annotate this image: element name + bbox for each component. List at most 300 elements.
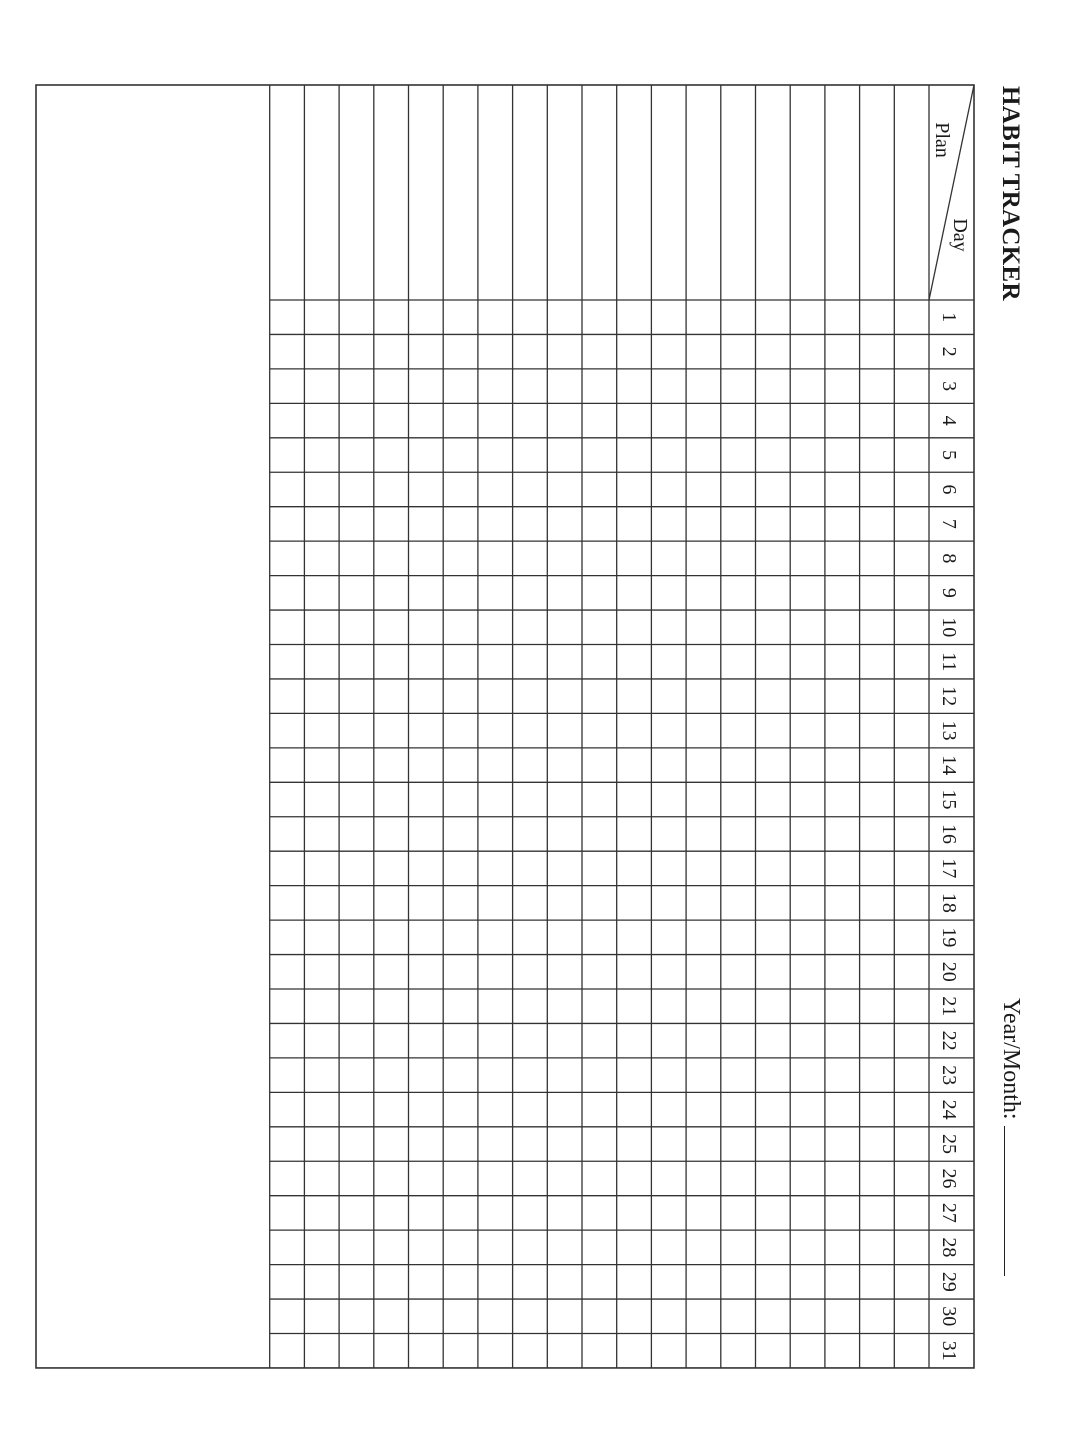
habit-day-cell[interactable] bbox=[479, 714, 512, 746]
habit-day-cell[interactable] bbox=[861, 473, 894, 505]
habit-day-cell[interactable] bbox=[340, 473, 373, 505]
habit-day-cell[interactable] bbox=[271, 1024, 304, 1056]
habit-day-cell[interactable] bbox=[340, 404, 373, 436]
habit-day-cell[interactable] bbox=[895, 1197, 928, 1229]
habit-day-cell[interactable] bbox=[479, 887, 512, 919]
habit-day-cell[interactable] bbox=[652, 473, 685, 505]
habit-day-cell[interactable] bbox=[722, 1300, 755, 1332]
habit-day-cell[interactable] bbox=[479, 818, 512, 850]
habit-day-cell[interactable] bbox=[305, 680, 338, 712]
habit-day-cell[interactable] bbox=[548, 783, 581, 815]
habit-day-cell[interactable] bbox=[410, 1231, 443, 1263]
habit-day-cell[interactable] bbox=[652, 370, 685, 402]
habit-day-cell[interactable] bbox=[375, 1335, 408, 1367]
habit-name-cell[interactable] bbox=[514, 86, 547, 299]
habit-day-cell[interactable] bbox=[271, 1300, 304, 1332]
habit-day-cell[interactable] bbox=[791, 301, 824, 333]
habit-day-cell[interactable] bbox=[895, 439, 928, 471]
habit-day-cell[interactable] bbox=[652, 1266, 685, 1298]
habit-day-cell[interactable] bbox=[826, 646, 859, 678]
habit-day-cell[interactable] bbox=[410, 542, 443, 574]
habit-day-cell[interactable] bbox=[583, 1266, 616, 1298]
habit-day-cell[interactable] bbox=[271, 749, 304, 781]
habit-day-cell[interactable] bbox=[514, 301, 547, 333]
habit-day-cell[interactable] bbox=[479, 956, 512, 988]
habit-day-cell[interactable] bbox=[514, 508, 547, 540]
habit-day-cell[interactable] bbox=[444, 542, 477, 574]
habit-name-cell[interactable] bbox=[375, 86, 408, 299]
habit-day-cell[interactable] bbox=[375, 783, 408, 815]
habit-day-cell[interactable] bbox=[652, 611, 685, 643]
habit-name-cell[interactable] bbox=[652, 86, 685, 299]
habit-day-cell[interactable] bbox=[618, 646, 651, 678]
habit-day-cell[interactable] bbox=[305, 1335, 338, 1367]
habit-day-cell[interactable] bbox=[757, 1197, 790, 1229]
habit-day-cell[interactable] bbox=[791, 1024, 824, 1056]
habit-day-cell[interactable] bbox=[618, 577, 651, 609]
habit-day-cell[interactable] bbox=[895, 990, 928, 1022]
habit-day-cell[interactable] bbox=[757, 1300, 790, 1332]
habit-day-cell[interactable] bbox=[479, 611, 512, 643]
habit-day-cell[interactable] bbox=[479, 1162, 512, 1194]
habit-day-cell[interactable] bbox=[826, 956, 859, 988]
habit-day-cell[interactable] bbox=[722, 646, 755, 678]
habit-day-cell[interactable] bbox=[826, 887, 859, 919]
habit-day-cell[interactable] bbox=[722, 1093, 755, 1125]
habit-day-cell[interactable] bbox=[652, 508, 685, 540]
habit-day-cell[interactable] bbox=[687, 1059, 720, 1091]
habit-day-cell[interactable] bbox=[583, 990, 616, 1022]
habit-day-cell[interactable] bbox=[305, 1128, 338, 1160]
habit-day-cell[interactable] bbox=[757, 1128, 790, 1160]
habit-day-cell[interactable] bbox=[548, 1093, 581, 1125]
habit-day-cell[interactable] bbox=[548, 852, 581, 884]
habit-day-cell[interactable] bbox=[444, 680, 477, 712]
habit-day-cell[interactable] bbox=[479, 646, 512, 678]
habit-day-cell[interactable] bbox=[791, 1266, 824, 1298]
habit-name-cell[interactable] bbox=[618, 86, 651, 299]
habit-day-cell[interactable] bbox=[548, 1300, 581, 1332]
habit-day-cell[interactable] bbox=[514, 1059, 547, 1091]
habit-day-cell[interactable] bbox=[410, 749, 443, 781]
habit-day-cell[interactable] bbox=[618, 749, 651, 781]
habit-day-cell[interactable] bbox=[548, 921, 581, 953]
habit-day-cell[interactable] bbox=[895, 542, 928, 574]
habit-day-cell[interactable] bbox=[340, 611, 373, 643]
habit-day-cell[interactable] bbox=[305, 370, 338, 402]
habit-name-cell[interactable] bbox=[757, 86, 790, 299]
habit-day-cell[interactable] bbox=[722, 508, 755, 540]
habit-day-cell[interactable] bbox=[583, 646, 616, 678]
habit-day-cell[interactable] bbox=[340, 646, 373, 678]
habit-day-cell[interactable] bbox=[305, 1024, 338, 1056]
habit-day-cell[interactable] bbox=[791, 577, 824, 609]
habit-day-cell[interactable] bbox=[687, 542, 720, 574]
habit-day-cell[interactable] bbox=[340, 542, 373, 574]
habit-day-cell[interactable] bbox=[722, 577, 755, 609]
habit-day-cell[interactable] bbox=[583, 335, 616, 367]
habit-day-cell[interactable] bbox=[791, 1093, 824, 1125]
habit-day-cell[interactable] bbox=[826, 1266, 859, 1298]
habit-day-cell[interactable] bbox=[548, 1197, 581, 1229]
habit-day-cell[interactable] bbox=[444, 1266, 477, 1298]
habit-day-cell[interactable] bbox=[444, 577, 477, 609]
habit-day-cell[interactable] bbox=[548, 1266, 581, 1298]
habit-day-cell[interactable] bbox=[410, 680, 443, 712]
habit-day-cell[interactable] bbox=[826, 611, 859, 643]
habit-day-cell[interactable] bbox=[410, 887, 443, 919]
habit-day-cell[interactable] bbox=[618, 404, 651, 436]
habit-day-cell[interactable] bbox=[444, 646, 477, 678]
habit-day-cell[interactable] bbox=[340, 818, 373, 850]
habit-day-cell[interactable] bbox=[479, 1093, 512, 1125]
habit-day-cell[interactable] bbox=[375, 852, 408, 884]
habit-day-cell[interactable] bbox=[305, 714, 338, 746]
habit-day-cell[interactable] bbox=[826, 749, 859, 781]
habit-day-cell[interactable] bbox=[826, 1197, 859, 1229]
habit-day-cell[interactable] bbox=[618, 473, 651, 505]
habit-day-cell[interactable] bbox=[687, 990, 720, 1022]
habit-day-cell[interactable] bbox=[271, 370, 304, 402]
habit-day-cell[interactable] bbox=[444, 818, 477, 850]
habit-day-cell[interactable] bbox=[687, 1162, 720, 1194]
habit-day-cell[interactable] bbox=[791, 1059, 824, 1091]
habit-name-cell[interactable] bbox=[548, 86, 581, 299]
habit-day-cell[interactable] bbox=[410, 921, 443, 953]
habit-day-cell[interactable] bbox=[757, 1024, 790, 1056]
habit-day-cell[interactable] bbox=[514, 370, 547, 402]
habit-day-cell[interactable] bbox=[791, 439, 824, 471]
habit-day-cell[interactable] bbox=[861, 404, 894, 436]
habit-name-cell[interactable] bbox=[271, 86, 304, 299]
habit-day-cell[interactable] bbox=[305, 611, 338, 643]
habit-day-cell[interactable] bbox=[791, 370, 824, 402]
habit-day-cell[interactable] bbox=[791, 1300, 824, 1332]
habit-day-cell[interactable] bbox=[757, 887, 790, 919]
habit-day-cell[interactable] bbox=[618, 439, 651, 471]
habit-day-cell[interactable] bbox=[548, 956, 581, 988]
habit-day-cell[interactable] bbox=[305, 1197, 338, 1229]
habit-day-cell[interactable] bbox=[722, 1128, 755, 1160]
habit-day-cell[interactable] bbox=[791, 542, 824, 574]
habit-day-cell[interactable] bbox=[444, 1335, 477, 1367]
habit-day-cell[interactable] bbox=[583, 749, 616, 781]
habit-day-cell[interactable] bbox=[444, 1093, 477, 1125]
habit-day-cell[interactable] bbox=[895, 577, 928, 609]
habit-day-cell[interactable] bbox=[895, 1162, 928, 1194]
habit-day-cell[interactable] bbox=[791, 714, 824, 746]
habit-day-cell[interactable] bbox=[340, 749, 373, 781]
habit-day-cell[interactable] bbox=[652, 646, 685, 678]
habit-day-cell[interactable] bbox=[548, 646, 581, 678]
habit-day-cell[interactable] bbox=[583, 956, 616, 988]
habit-day-cell[interactable] bbox=[479, 1059, 512, 1091]
habit-day-cell[interactable] bbox=[652, 1162, 685, 1194]
habit-day-cell[interactable] bbox=[444, 714, 477, 746]
habit-day-cell[interactable] bbox=[305, 887, 338, 919]
habit-day-cell[interactable] bbox=[340, 577, 373, 609]
habit-day-cell[interactable] bbox=[757, 1059, 790, 1091]
habit-day-cell[interactable] bbox=[618, 783, 651, 815]
habit-day-cell[interactable] bbox=[722, 818, 755, 850]
habit-day-cell[interactable] bbox=[444, 370, 477, 402]
habit-day-cell[interactable] bbox=[375, 1197, 408, 1229]
habit-day-cell[interactable] bbox=[826, 508, 859, 540]
habit-day-cell[interactable] bbox=[826, 714, 859, 746]
habit-day-cell[interactable] bbox=[826, 680, 859, 712]
habit-day-cell[interactable] bbox=[583, 1300, 616, 1332]
habit-day-cell[interactable] bbox=[757, 749, 790, 781]
habit-day-cell[interactable] bbox=[548, 577, 581, 609]
habit-day-cell[interactable] bbox=[479, 1300, 512, 1332]
habit-day-cell[interactable] bbox=[722, 439, 755, 471]
habit-day-cell[interactable] bbox=[618, 301, 651, 333]
habit-day-cell[interactable] bbox=[548, 1231, 581, 1263]
habit-day-cell[interactable] bbox=[340, 1335, 373, 1367]
habit-day-cell[interactable] bbox=[583, 370, 616, 402]
habit-day-cell[interactable] bbox=[548, 749, 581, 781]
habit-day-cell[interactable] bbox=[514, 473, 547, 505]
habit-day-cell[interactable] bbox=[791, 508, 824, 540]
habit-day-cell[interactable] bbox=[583, 1093, 616, 1125]
habit-day-cell[interactable] bbox=[514, 1197, 547, 1229]
habit-name-cell[interactable] bbox=[791, 86, 824, 299]
habit-day-cell[interactable] bbox=[861, 680, 894, 712]
habit-day-cell[interactable] bbox=[687, 611, 720, 643]
habit-day-cell[interactable] bbox=[687, 1300, 720, 1332]
habit-day-cell[interactable] bbox=[479, 370, 512, 402]
habit-day-cell[interactable] bbox=[305, 439, 338, 471]
habit-day-cell[interactable] bbox=[375, 1266, 408, 1298]
habit-day-cell[interactable] bbox=[722, 473, 755, 505]
habit-day-cell[interactable] bbox=[791, 473, 824, 505]
habit-day-cell[interactable] bbox=[444, 611, 477, 643]
habit-day-cell[interactable] bbox=[444, 301, 477, 333]
habit-day-cell[interactable] bbox=[652, 542, 685, 574]
habit-day-cell[interactable] bbox=[652, 887, 685, 919]
habit-day-cell[interactable] bbox=[757, 1231, 790, 1263]
habit-day-cell[interactable] bbox=[340, 783, 373, 815]
habit-day-cell[interactable] bbox=[514, 921, 547, 953]
habit-day-cell[interactable] bbox=[410, 1300, 443, 1332]
habit-day-cell[interactable] bbox=[514, 887, 547, 919]
habit-day-cell[interactable] bbox=[583, 921, 616, 953]
habit-day-cell[interactable] bbox=[410, 439, 443, 471]
habit-day-cell[interactable] bbox=[687, 577, 720, 609]
habit-name-cell[interactable] bbox=[861, 86, 894, 299]
habit-day-cell[interactable] bbox=[305, 577, 338, 609]
habit-day-cell[interactable] bbox=[895, 921, 928, 953]
habit-day-cell[interactable] bbox=[826, 921, 859, 953]
habit-day-cell[interactable] bbox=[618, 1024, 651, 1056]
habit-day-cell[interactable] bbox=[861, 370, 894, 402]
habit-day-cell[interactable] bbox=[757, 473, 790, 505]
habit-day-cell[interactable] bbox=[583, 1128, 616, 1160]
habit-day-cell[interactable] bbox=[479, 783, 512, 815]
habit-day-cell[interactable] bbox=[687, 370, 720, 402]
habit-day-cell[interactable] bbox=[722, 1266, 755, 1298]
habit-day-cell[interactable] bbox=[652, 404, 685, 436]
habit-day-cell[interactable] bbox=[618, 818, 651, 850]
habit-day-cell[interactable] bbox=[895, 1093, 928, 1125]
habit-day-cell[interactable] bbox=[722, 887, 755, 919]
habit-day-cell[interactable] bbox=[271, 956, 304, 988]
habit-day-cell[interactable] bbox=[757, 1093, 790, 1125]
habit-day-cell[interactable] bbox=[514, 611, 547, 643]
habit-day-cell[interactable] bbox=[861, 1197, 894, 1229]
habit-day-cell[interactable] bbox=[410, 1024, 443, 1056]
habit-day-cell[interactable] bbox=[687, 680, 720, 712]
habit-day-cell[interactable] bbox=[305, 646, 338, 678]
habit-day-cell[interactable] bbox=[410, 990, 443, 1022]
habit-day-cell[interactable] bbox=[652, 714, 685, 746]
habit-day-cell[interactable] bbox=[410, 301, 443, 333]
habit-day-cell[interactable] bbox=[861, 749, 894, 781]
habit-day-cell[interactable] bbox=[791, 1197, 824, 1229]
habit-day-cell[interactable] bbox=[583, 1231, 616, 1263]
habit-day-cell[interactable] bbox=[757, 404, 790, 436]
habit-day-cell[interactable] bbox=[410, 473, 443, 505]
habit-day-cell[interactable] bbox=[895, 646, 928, 678]
habit-day-cell[interactable] bbox=[583, 577, 616, 609]
habit-day-cell[interactable] bbox=[479, 1024, 512, 1056]
habit-day-cell[interactable] bbox=[340, 508, 373, 540]
habit-name-cell[interactable] bbox=[583, 86, 616, 299]
habit-day-cell[interactable] bbox=[757, 990, 790, 1022]
habit-day-cell[interactable] bbox=[514, 335, 547, 367]
habit-day-cell[interactable] bbox=[375, 1024, 408, 1056]
habit-day-cell[interactable] bbox=[826, 542, 859, 574]
habit-day-cell[interactable] bbox=[479, 852, 512, 884]
habit-day-cell[interactable] bbox=[652, 439, 685, 471]
habit-day-cell[interactable] bbox=[548, 818, 581, 850]
habit-day-cell[interactable] bbox=[861, 714, 894, 746]
habit-day-cell[interactable] bbox=[548, 404, 581, 436]
habit-day-cell[interactable] bbox=[722, 1059, 755, 1091]
habit-day-cell[interactable] bbox=[444, 1024, 477, 1056]
habit-day-cell[interactable] bbox=[305, 852, 338, 884]
habit-day-cell[interactable] bbox=[895, 611, 928, 643]
habit-day-cell[interactable] bbox=[305, 404, 338, 436]
habit-day-cell[interactable] bbox=[548, 508, 581, 540]
habit-day-cell[interactable] bbox=[548, 439, 581, 471]
habit-day-cell[interactable] bbox=[895, 335, 928, 367]
habit-day-cell[interactable] bbox=[652, 921, 685, 953]
habit-day-cell[interactable] bbox=[722, 335, 755, 367]
habit-day-cell[interactable] bbox=[410, 404, 443, 436]
habit-day-cell[interactable] bbox=[305, 1162, 338, 1194]
habit-day-cell[interactable] bbox=[861, 1300, 894, 1332]
habit-day-cell[interactable] bbox=[444, 749, 477, 781]
habit-day-cell[interactable] bbox=[375, 370, 408, 402]
habit-day-cell[interactable] bbox=[861, 439, 894, 471]
habit-day-cell[interactable] bbox=[583, 508, 616, 540]
habit-day-cell[interactable] bbox=[444, 990, 477, 1022]
habit-day-cell[interactable] bbox=[722, 404, 755, 436]
habit-day-cell[interactable] bbox=[652, 749, 685, 781]
habit-day-cell[interactable] bbox=[652, 1197, 685, 1229]
habit-day-cell[interactable] bbox=[479, 301, 512, 333]
habit-day-cell[interactable] bbox=[652, 1059, 685, 1091]
habit-day-cell[interactable] bbox=[548, 887, 581, 919]
habit-day-cell[interactable] bbox=[375, 714, 408, 746]
habit-day-cell[interactable] bbox=[895, 404, 928, 436]
habit-day-cell[interactable] bbox=[305, 990, 338, 1022]
habit-day-cell[interactable] bbox=[722, 852, 755, 884]
habit-day-cell[interactable] bbox=[895, 680, 928, 712]
habit-day-cell[interactable] bbox=[618, 990, 651, 1022]
habit-day-cell[interactable] bbox=[340, 1231, 373, 1263]
habit-day-cell[interactable] bbox=[583, 714, 616, 746]
habit-day-cell[interactable] bbox=[861, 508, 894, 540]
habit-day-cell[interactable] bbox=[375, 1231, 408, 1263]
habit-day-cell[interactable] bbox=[271, 887, 304, 919]
habit-day-cell[interactable] bbox=[479, 1231, 512, 1263]
habit-day-cell[interactable] bbox=[479, 1266, 512, 1298]
habit-day-cell[interactable] bbox=[583, 542, 616, 574]
habit-day-cell[interactable] bbox=[895, 783, 928, 815]
habit-day-cell[interactable] bbox=[722, 714, 755, 746]
habit-day-cell[interactable] bbox=[305, 749, 338, 781]
habit-day-cell[interactable] bbox=[618, 1231, 651, 1263]
habit-day-cell[interactable] bbox=[618, 1162, 651, 1194]
habit-day-cell[interactable] bbox=[375, 301, 408, 333]
habit-day-cell[interactable] bbox=[479, 542, 512, 574]
habit-name-cell[interactable] bbox=[444, 86, 477, 299]
habit-day-cell[interactable] bbox=[479, 577, 512, 609]
habit-day-cell[interactable] bbox=[410, 1335, 443, 1367]
habit-day-cell[interactable] bbox=[271, 714, 304, 746]
habit-day-cell[interactable] bbox=[375, 1300, 408, 1332]
habit-day-cell[interactable] bbox=[271, 646, 304, 678]
habit-day-cell[interactable] bbox=[652, 990, 685, 1022]
habit-day-cell[interactable] bbox=[618, 680, 651, 712]
habit-day-cell[interactable] bbox=[548, 714, 581, 746]
habit-day-cell[interactable] bbox=[375, 680, 408, 712]
habit-day-cell[interactable] bbox=[340, 1162, 373, 1194]
habit-day-cell[interactable] bbox=[514, 1335, 547, 1367]
habit-day-cell[interactable] bbox=[271, 990, 304, 1022]
habit-day-cell[interactable] bbox=[340, 1266, 373, 1298]
habit-day-cell[interactable] bbox=[514, 1024, 547, 1056]
habit-day-cell[interactable] bbox=[618, 887, 651, 919]
habit-day-cell[interactable] bbox=[548, 335, 581, 367]
habit-day-cell[interactable] bbox=[895, 1128, 928, 1160]
habit-day-cell[interactable] bbox=[895, 1231, 928, 1263]
habit-day-cell[interactable] bbox=[861, 818, 894, 850]
habit-day-cell[interactable] bbox=[410, 646, 443, 678]
habit-day-cell[interactable] bbox=[271, 301, 304, 333]
habit-day-cell[interactable] bbox=[652, 1335, 685, 1367]
habit-day-cell[interactable] bbox=[757, 956, 790, 988]
habit-day-cell[interactable] bbox=[375, 508, 408, 540]
habit-day-cell[interactable] bbox=[895, 370, 928, 402]
habit-day-cell[interactable] bbox=[791, 818, 824, 850]
habit-day-cell[interactable] bbox=[618, 852, 651, 884]
habit-day-cell[interactable] bbox=[479, 680, 512, 712]
habit-day-cell[interactable] bbox=[757, 508, 790, 540]
habit-day-cell[interactable] bbox=[514, 680, 547, 712]
habit-day-cell[interactable] bbox=[791, 335, 824, 367]
habit-day-cell[interactable] bbox=[340, 990, 373, 1022]
habit-day-cell[interactable] bbox=[444, 921, 477, 953]
habit-day-cell[interactable] bbox=[791, 749, 824, 781]
habit-day-cell[interactable] bbox=[895, 473, 928, 505]
habit-day-cell[interactable] bbox=[826, 335, 859, 367]
habit-day-cell[interactable] bbox=[826, 783, 859, 815]
habit-day-cell[interactable] bbox=[375, 577, 408, 609]
habit-day-cell[interactable] bbox=[895, 852, 928, 884]
